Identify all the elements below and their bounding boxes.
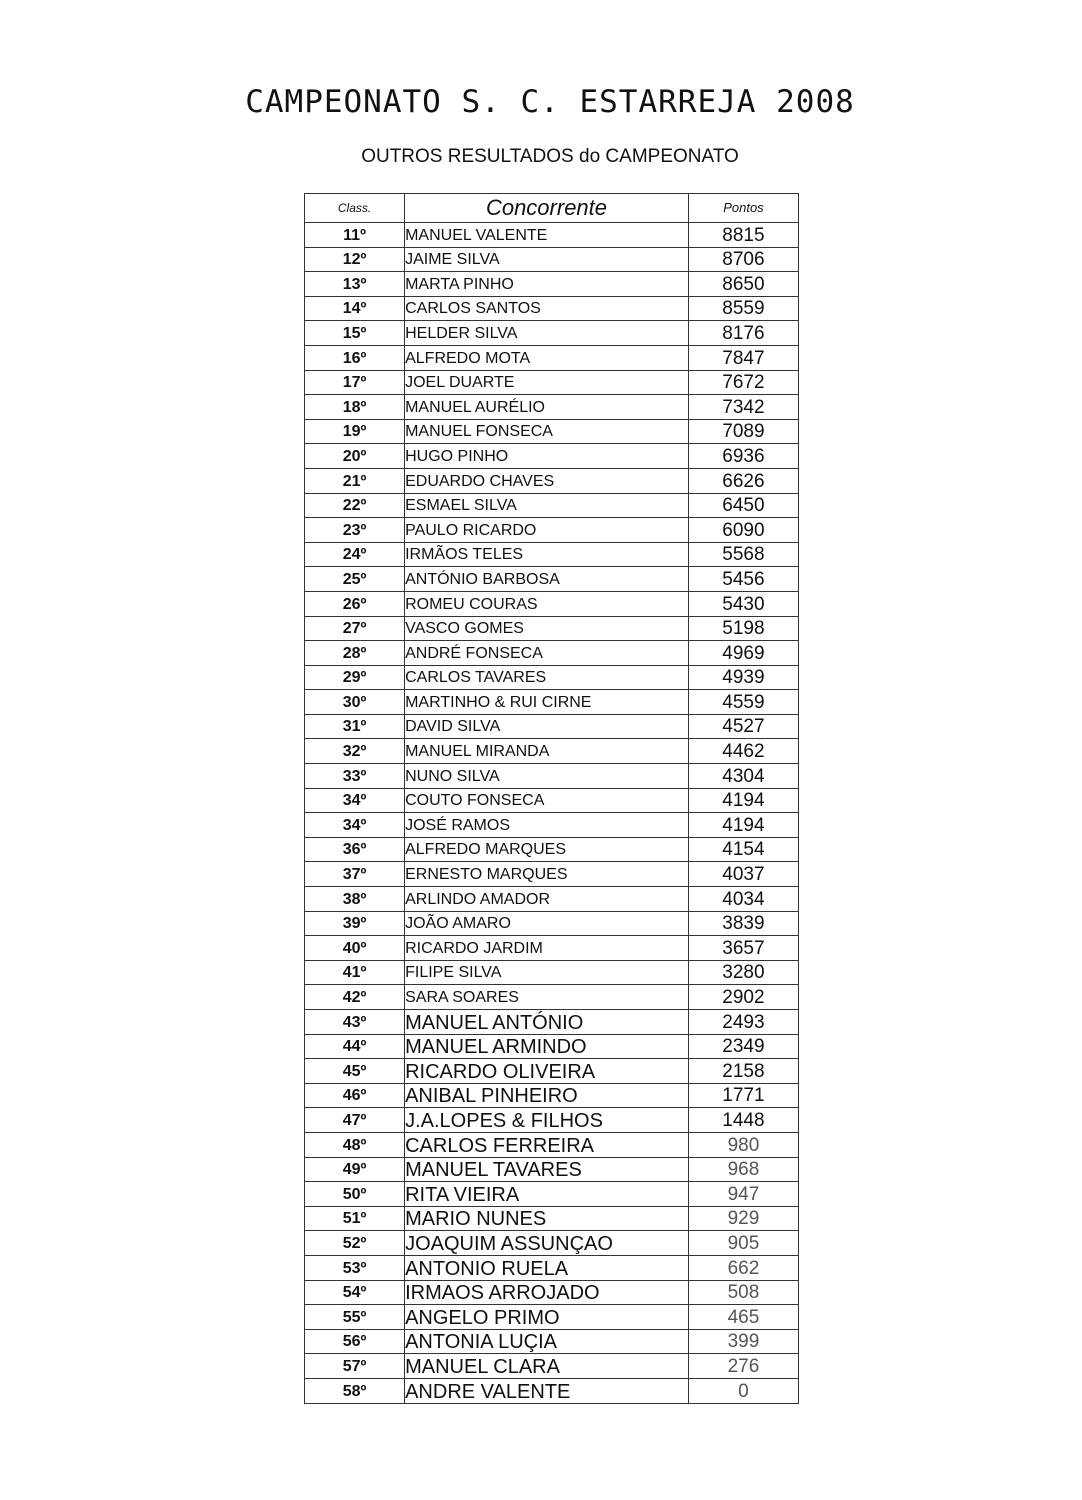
row-points: 4037 xyxy=(688,862,798,887)
row-name: RICARDO JARDIM xyxy=(405,936,689,961)
row-name: NUNO SILVA xyxy=(405,764,689,789)
table-row xyxy=(305,887,799,912)
row-points: 6450 xyxy=(688,493,798,518)
row-class: 52º xyxy=(305,1231,405,1256)
row-points: 3657 xyxy=(688,936,798,961)
row-class: 51º xyxy=(305,1206,405,1231)
row-points: 929 xyxy=(688,1206,798,1231)
row-name: MANUEL MIRANDA xyxy=(405,739,689,764)
row-points: 7342 xyxy=(688,395,798,420)
table-row xyxy=(305,542,799,567)
row-class: 56º xyxy=(305,1329,405,1354)
row-class: 34º xyxy=(305,788,405,813)
table-row xyxy=(305,321,799,346)
table-row xyxy=(305,862,799,887)
table-row xyxy=(305,1108,799,1133)
table-row xyxy=(305,493,799,518)
results-table xyxy=(304,193,799,1404)
table-row xyxy=(305,739,799,764)
row-class: 20º xyxy=(305,444,405,469)
table-row xyxy=(305,1206,799,1231)
table-row xyxy=(305,591,799,616)
row-class: 54º xyxy=(305,1280,405,1305)
row-name: ANTONIO RUELA xyxy=(405,1255,689,1280)
table-row xyxy=(305,985,799,1010)
row-name: JOAQUIM ASSUNÇAO xyxy=(405,1231,689,1256)
row-points: 0 xyxy=(688,1378,798,1403)
row-name: VASCO GOMES xyxy=(405,616,689,641)
row-name: COUTO FONSECA xyxy=(405,788,689,813)
row-name: JOÃO AMARO xyxy=(405,911,689,936)
row-class: 29º xyxy=(305,665,405,690)
row-points: 4527 xyxy=(688,714,798,739)
row-class: 47º xyxy=(305,1108,405,1133)
table-row xyxy=(305,936,799,961)
row-name: PAULO RICARDO xyxy=(405,518,689,543)
row-class: 23º xyxy=(305,518,405,543)
row-class: 39º xyxy=(305,911,405,936)
row-points: 5198 xyxy=(688,616,798,641)
row-class: 28º xyxy=(305,641,405,666)
header-class: Class. xyxy=(305,194,405,223)
row-points: 465 xyxy=(688,1305,798,1330)
table-row xyxy=(305,960,799,985)
table-row xyxy=(305,468,799,493)
row-name: ANDRÉ FONSECA xyxy=(405,641,689,666)
row-class: 50º xyxy=(305,1182,405,1207)
row-points: 4559 xyxy=(688,690,798,715)
row-class: 19º xyxy=(305,419,405,444)
row-class: 34º xyxy=(305,813,405,838)
row-points: 6090 xyxy=(688,518,798,543)
row-name: JAIME SILVA xyxy=(405,247,689,272)
row-points: 508 xyxy=(688,1280,798,1305)
row-points: 4462 xyxy=(688,739,798,764)
table-row xyxy=(305,1182,799,1207)
row-name: ERNESTO MARQUES xyxy=(405,862,689,887)
row-points: 7089 xyxy=(688,419,798,444)
table-row xyxy=(305,419,799,444)
row-name: MANUEL ANTÓNIO xyxy=(405,1010,689,1035)
row-name: FILIPE SILVA xyxy=(405,960,689,985)
row-points: 8650 xyxy=(688,272,798,297)
row-points: 2493 xyxy=(688,1010,798,1035)
row-name: ANDRE VALENTE xyxy=(405,1378,689,1403)
row-class: 43º xyxy=(305,1010,405,1035)
row-name: CARLOS SANTOS xyxy=(405,296,689,321)
table-row xyxy=(305,690,799,715)
row-name: SARA SOARES xyxy=(405,985,689,1010)
table-row xyxy=(305,567,799,592)
table-header-row xyxy=(305,194,799,223)
table-row xyxy=(305,1157,799,1182)
table-row xyxy=(305,518,799,543)
table-row xyxy=(305,788,799,813)
table-row xyxy=(305,837,799,862)
row-name: MANUEL TAVARES xyxy=(405,1157,689,1182)
row-name: J.A.LOPES & FILHOS xyxy=(405,1108,689,1133)
row-points: 1448 xyxy=(688,1108,798,1133)
row-class: 12º xyxy=(305,247,405,272)
row-class: 46º xyxy=(305,1083,405,1108)
row-class: 38º xyxy=(305,887,405,912)
row-name: MARTINHO & RUI CIRNE xyxy=(405,690,689,715)
row-points: 4154 xyxy=(688,837,798,862)
row-class: 55º xyxy=(305,1305,405,1330)
row-name: RITA VIEIRA xyxy=(405,1182,689,1207)
row-points: 4194 xyxy=(688,813,798,838)
row-class: 27º xyxy=(305,616,405,641)
table-row xyxy=(305,1010,799,1035)
row-class: 31º xyxy=(305,714,405,739)
row-class: 49º xyxy=(305,1157,405,1182)
row-name: ANTÓNIO BARBOSA xyxy=(405,567,689,592)
table-row xyxy=(305,296,799,321)
row-points: 8176 xyxy=(688,321,798,346)
row-name: DAVID SILVA xyxy=(405,714,689,739)
row-name: CARLOS FERREIRA xyxy=(405,1132,689,1157)
table-row xyxy=(305,1354,799,1379)
row-name: ALFREDO MARQUES xyxy=(405,837,689,862)
row-class: 41º xyxy=(305,960,405,985)
table-row xyxy=(305,247,799,272)
table-row xyxy=(305,444,799,469)
row-class: 44º xyxy=(305,1034,405,1059)
row-class: 18º xyxy=(305,395,405,420)
row-class: 48º xyxy=(305,1132,405,1157)
row-points: 4194 xyxy=(688,788,798,813)
table-row xyxy=(305,665,799,690)
row-name: ANGELO PRIMO xyxy=(405,1305,689,1330)
table-row xyxy=(305,813,799,838)
row-points: 5456 xyxy=(688,567,798,592)
row-name: MANUEL AURÉLIO xyxy=(405,395,689,420)
row-points: 2902 xyxy=(688,985,798,1010)
table-row xyxy=(305,1231,799,1256)
row-class: 37º xyxy=(305,862,405,887)
row-name: MANUEL CLARA xyxy=(405,1354,689,1379)
row-class: 15º xyxy=(305,321,405,346)
row-name: MANUEL FONSECA xyxy=(405,419,689,444)
row-class: 13º xyxy=(305,272,405,297)
row-points: 5568 xyxy=(688,542,798,567)
row-name: ALFREDO MOTA xyxy=(405,345,689,370)
row-class: 42º xyxy=(305,985,405,1010)
row-points: 4939 xyxy=(688,665,798,690)
row-class: 32º xyxy=(305,739,405,764)
row-points: 399 xyxy=(688,1329,798,1354)
row-name: MARTA PINHO xyxy=(405,272,689,297)
row-class: 58º xyxy=(305,1378,405,1403)
row-class: 21º xyxy=(305,468,405,493)
header-points: Pontos xyxy=(688,194,798,223)
table-row xyxy=(305,1083,799,1108)
row-points: 6936 xyxy=(688,444,798,469)
row-points: 4304 xyxy=(688,764,798,789)
table-row xyxy=(305,1378,799,1403)
row-points: 2158 xyxy=(688,1059,798,1084)
row-name: JOSÉ RAMOS xyxy=(405,813,689,838)
table-row xyxy=(305,1329,799,1354)
row-points: 905 xyxy=(688,1231,798,1256)
table-row xyxy=(305,1059,799,1084)
row-class: 25º xyxy=(305,567,405,592)
row-class: 40º xyxy=(305,936,405,961)
row-points: 662 xyxy=(688,1255,798,1280)
row-points: 2349 xyxy=(688,1034,798,1059)
page-title: CAMPEONATO S. C. ESTARREJA 2008 xyxy=(245,84,855,120)
row-name: MANUEL ARMINDO xyxy=(405,1034,689,1059)
table-row xyxy=(305,764,799,789)
table-row xyxy=(305,1255,799,1280)
table-row xyxy=(305,1034,799,1059)
row-class: 33º xyxy=(305,764,405,789)
table-row xyxy=(305,272,799,297)
row-name: ANIBAL PINHEIRO xyxy=(405,1083,689,1108)
row-points: 968 xyxy=(688,1157,798,1182)
row-points: 8559 xyxy=(688,296,798,321)
row-points: 947 xyxy=(688,1182,798,1207)
row-name: ROMEU COURAS xyxy=(405,591,689,616)
table-row xyxy=(305,1280,799,1305)
row-points: 3839 xyxy=(688,911,798,936)
row-name: RICARDO OLIVEIRA xyxy=(405,1059,689,1084)
row-points: 3280 xyxy=(688,960,798,985)
row-name: HUGO PINHO xyxy=(405,444,689,469)
table-row xyxy=(305,616,799,641)
row-name: ESMAEL SILVA xyxy=(405,493,689,518)
row-points: 8815 xyxy=(688,223,798,248)
row-points: 7672 xyxy=(688,370,798,395)
row-points: 6626 xyxy=(688,468,798,493)
row-name: IRMAOS ARROJADO xyxy=(405,1280,689,1305)
table-row xyxy=(305,1305,799,1330)
table-body xyxy=(305,223,799,1404)
row-points: 5430 xyxy=(688,591,798,616)
row-name: CARLOS TAVARES xyxy=(405,665,689,690)
row-class: 22º xyxy=(305,493,405,518)
row-name: ANTONIA LUÇIA xyxy=(405,1329,689,1354)
row-class: 57º xyxy=(305,1354,405,1379)
table-row xyxy=(305,345,799,370)
row-name: IRMÃOS TELES xyxy=(405,542,689,567)
row-class: 11º xyxy=(305,223,405,248)
row-name: MARIO NUNES xyxy=(405,1206,689,1231)
row-points: 1771 xyxy=(688,1083,798,1108)
table-row xyxy=(305,641,799,666)
row-class: 53º xyxy=(305,1255,405,1280)
page-subtitle: OUTROS RESULTADOS do CAMPEONATO xyxy=(361,146,739,167)
row-class: 45º xyxy=(305,1059,405,1084)
row-points: 980 xyxy=(688,1132,798,1157)
row-points: 276 xyxy=(688,1354,798,1379)
row-name: JOEL DUARTE xyxy=(405,370,689,395)
row-name: MANUEL VALENTE xyxy=(405,223,689,248)
row-class: 17º xyxy=(305,370,405,395)
table-row xyxy=(305,223,799,248)
row-points: 8706 xyxy=(688,247,798,272)
table-row xyxy=(305,1132,799,1157)
row-class: 24º xyxy=(305,542,405,567)
row-class: 14º xyxy=(305,296,405,321)
row-class: 26º xyxy=(305,591,405,616)
row-name: HELDER SILVA xyxy=(405,321,689,346)
table-row xyxy=(305,911,799,936)
row-points: 7847 xyxy=(688,345,798,370)
row-points: 4969 xyxy=(688,641,798,666)
row-name: ARLINDO AMADOR xyxy=(405,887,689,912)
table-row xyxy=(305,714,799,739)
row-class: 30º xyxy=(305,690,405,715)
row-class: 36º xyxy=(305,837,405,862)
header-name: Concorrente xyxy=(405,194,689,223)
row-points: 4034 xyxy=(688,887,798,912)
row-class: 16º xyxy=(305,345,405,370)
row-name: EDUARDO CHAVES xyxy=(405,468,689,493)
table-row xyxy=(305,395,799,420)
table-row xyxy=(305,370,799,395)
